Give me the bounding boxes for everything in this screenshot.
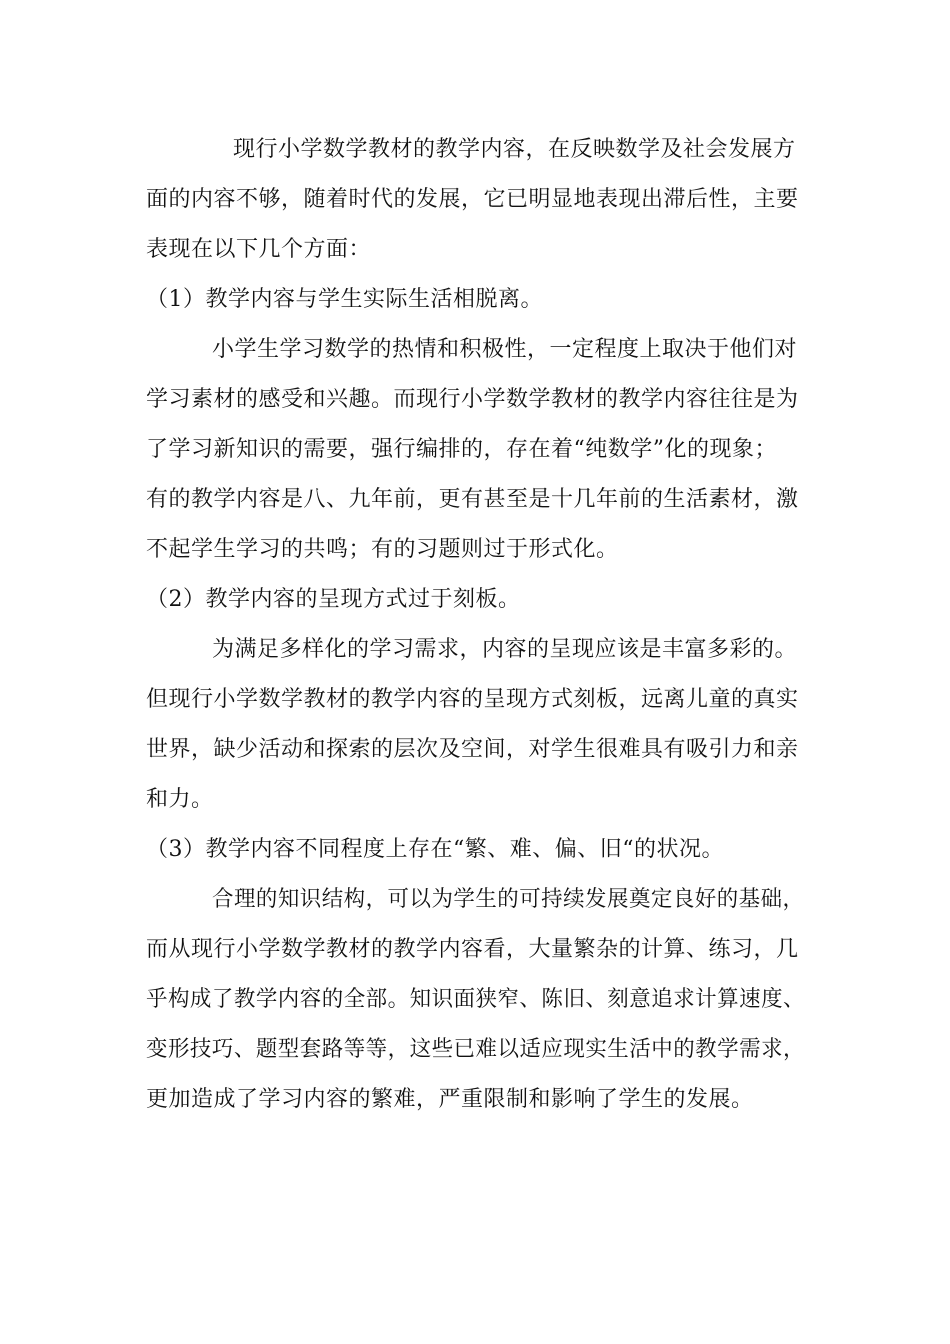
paragraph-line: 有的教学内容是八、九年前，更有甚至是十几年前的生活素材，激 bbox=[146, 487, 799, 512]
paragraph-line: 小学生学习数学的热情和积极性，一定程度上取决于他们对 bbox=[212, 337, 798, 362]
paragraph-line: 合理的知识结构，可以为学生的可持续发展奠定良好的基础， bbox=[212, 887, 805, 912]
paragraph-line: 和力。 bbox=[146, 787, 214, 812]
paragraph-line: 但现行小学数学教材的教学内容的呈现方式刻板，远离儿童的真实 bbox=[146, 687, 799, 712]
section-heading: （2）教学内容的呈现方式过于刻板。 bbox=[146, 587, 521, 612]
paragraph-line: 为满足多样化的学习需求，内容的呈现应该是丰富多彩的。 bbox=[212, 637, 798, 662]
paragraph-line: 表现在以下几个方面： bbox=[146, 237, 372, 262]
paragraph-line: 学习素材的感受和兴趣。而现行小学数学教材的教学内容往往是为 bbox=[146, 387, 799, 412]
paragraph-line: 现行小学数学教材的教学内容，在反映数学及社会发展方 bbox=[233, 137, 796, 162]
paragraph-line: 世界，缺少活动和探索的层次及空间，对学生很难具有吸引力和亲 bbox=[146, 737, 799, 762]
paragraph-line: 了学习新知识的需要，强行编排的，存在着“纯数学”化的现象； bbox=[146, 437, 777, 462]
section-heading: （3）教学内容不同程度上存在“繁、难、偏、旧“的状况。 bbox=[146, 837, 724, 862]
paragraph-line: 而从现行小学数学教材的教学内容看，大量繁杂的计算、练习，几 bbox=[146, 937, 799, 962]
section-heading: （1）教学内容与学生实际生活相脱离。 bbox=[146, 287, 543, 312]
paragraph-line: 更加造成了学习内容的繁难，严重限制和影响了学生的发展。 bbox=[146, 1087, 754, 1112]
paragraph-line: 变形技巧、题型套路等等，这些已难以适应现实生活中的教学需求， bbox=[146, 1037, 806, 1062]
paragraph-line: 面的内容不够，随着时代的发展，它已明显地表现出滞后性，主要 bbox=[146, 187, 799, 212]
paragraph-line: 乎构成了教学内容的全部。知识面狭窄、陈旧、刻意追求计算速度、 bbox=[146, 987, 806, 1012]
paragraph-line: 不起学生学习的共鸣；有的习题则过于形式化。 bbox=[146, 537, 619, 562]
